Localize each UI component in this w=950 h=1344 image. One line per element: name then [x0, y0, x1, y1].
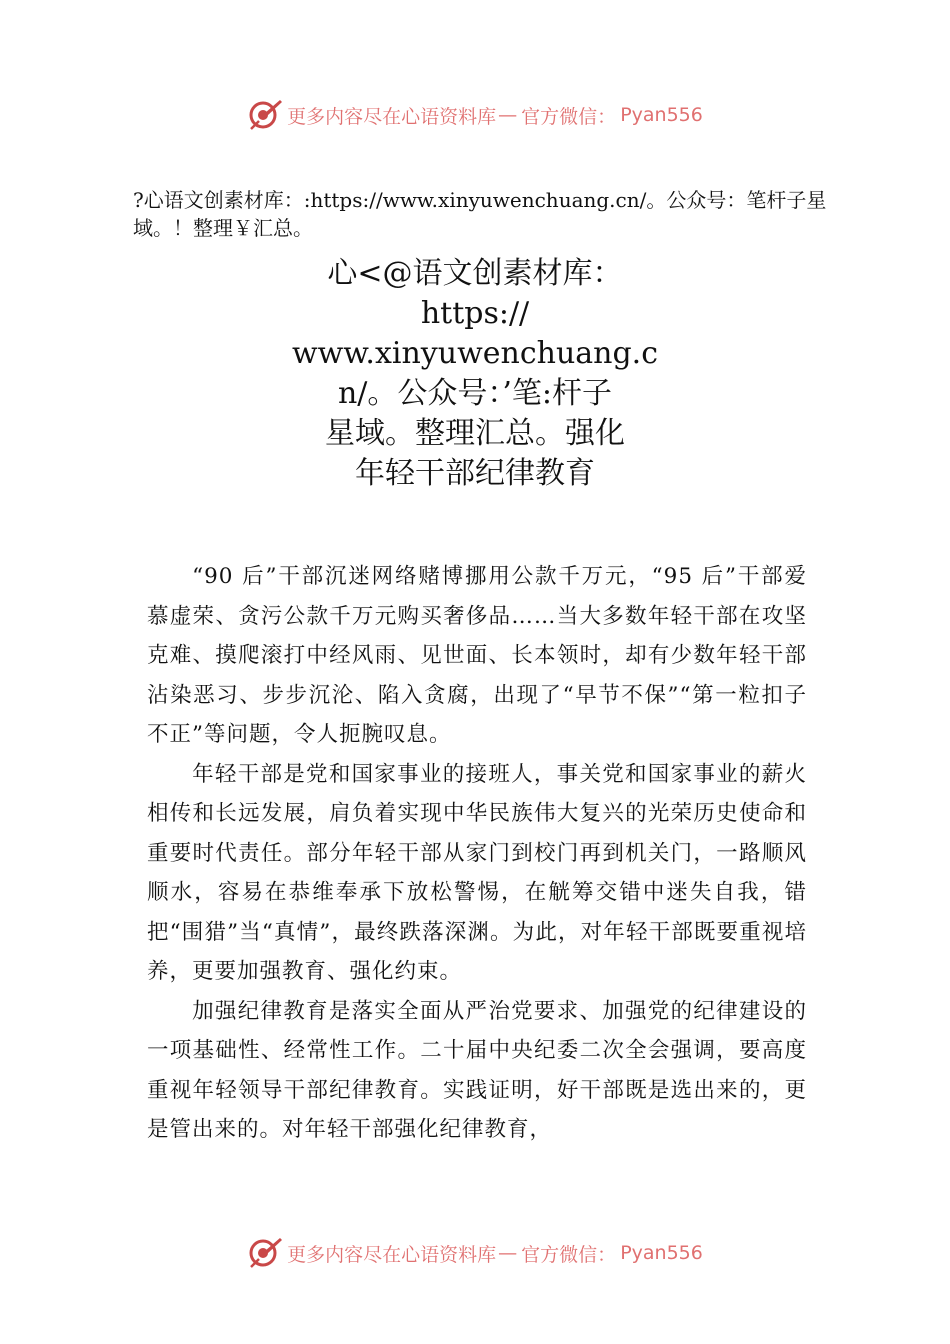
- pen-logo-icon: [247, 1235, 283, 1271]
- watermark-wechat-label: 官方微信：: [521, 105, 617, 128]
- pen-logo-icon: [247, 97, 283, 133]
- watermark-text: 更多内容尽在心语资料库: [287, 1243, 497, 1266]
- watermark-wechat-id: Pyan556: [620, 104, 703, 126]
- source-line: ?心语文创素材库：:https://www.xinyuwenchuang.cn/。公众号：笔杆子星域。！整理￥汇总。: [133, 188, 827, 240]
- title-line: www.xinyuwenchuang.c: [291, 336, 659, 371]
- title-line: 心<@语文创素材库：: [327, 256, 623, 291]
- header-watermark: [0, 95, 950, 135]
- watermark-dash: —: [498, 1242, 518, 1264]
- watermark-wechat-id: Pyan556: [620, 1242, 703, 1264]
- watermark-wechat-label: 官方微信：: [521, 1243, 617, 1266]
- title-line: 年轻干部纪律教育: [355, 456, 595, 491]
- page-title: [225, 254, 725, 494]
- paragraph: “90 后”干部沉迷网络赌博挪用公款千万元，“95 后”干部爱慕虚荣、贪污公款千万元购买奢侈品……当大多数年轻干部在攻坚克难、摸爬滚打中经风雨、见世面、长本领时，却有少数年轻干部沾染恶习、步步沉沦、陷入贪腐，出现了“早节不保”“第一粒扣子不正”等问题，令人扼腕叹息。: [147, 564, 807, 747]
- title-line: https://: [420, 296, 530, 331]
- paragraph: 加强纪律教育是落实全面从严治党要求、加强党的纪律建设的一项基础性、经常性工作。二十届中央纪委二次全会强调，要高度重视年轻领导干部纪律教育。实践证明，好干部既是选出来的，更是管出来的。对年轻干部强化纪律教育，: [147, 998, 807, 1142]
- paragraph: 年轻干部是党和国家事业的接班人，事关党和国家事业的薪火相传和长远发展，肩负着实现中华民族伟大复兴的光荣历史使命和重要时代责任。部分年轻干部从家门到校门再到机关门，一路顺风顺水，容易在恭维奉承下放松警惕，在觥筹交错中迷失自我，错把“围猎”当“真情”，最终跌落深渊。为此，对年轻干部既要重视培养，更要加强教育、强化约束。: [147, 761, 807, 984]
- footer-watermark: [0, 1233, 950, 1273]
- watermark-dash: —: [498, 104, 518, 126]
- article-body: [147, 557, 807, 1150]
- title-line: n/。公众号：’笔:杆子: [337, 376, 613, 411]
- title-line: 星域。整理汇总。强化: [325, 416, 625, 451]
- watermark-text: 更多内容尽在心语资料库: [287, 105, 497, 128]
